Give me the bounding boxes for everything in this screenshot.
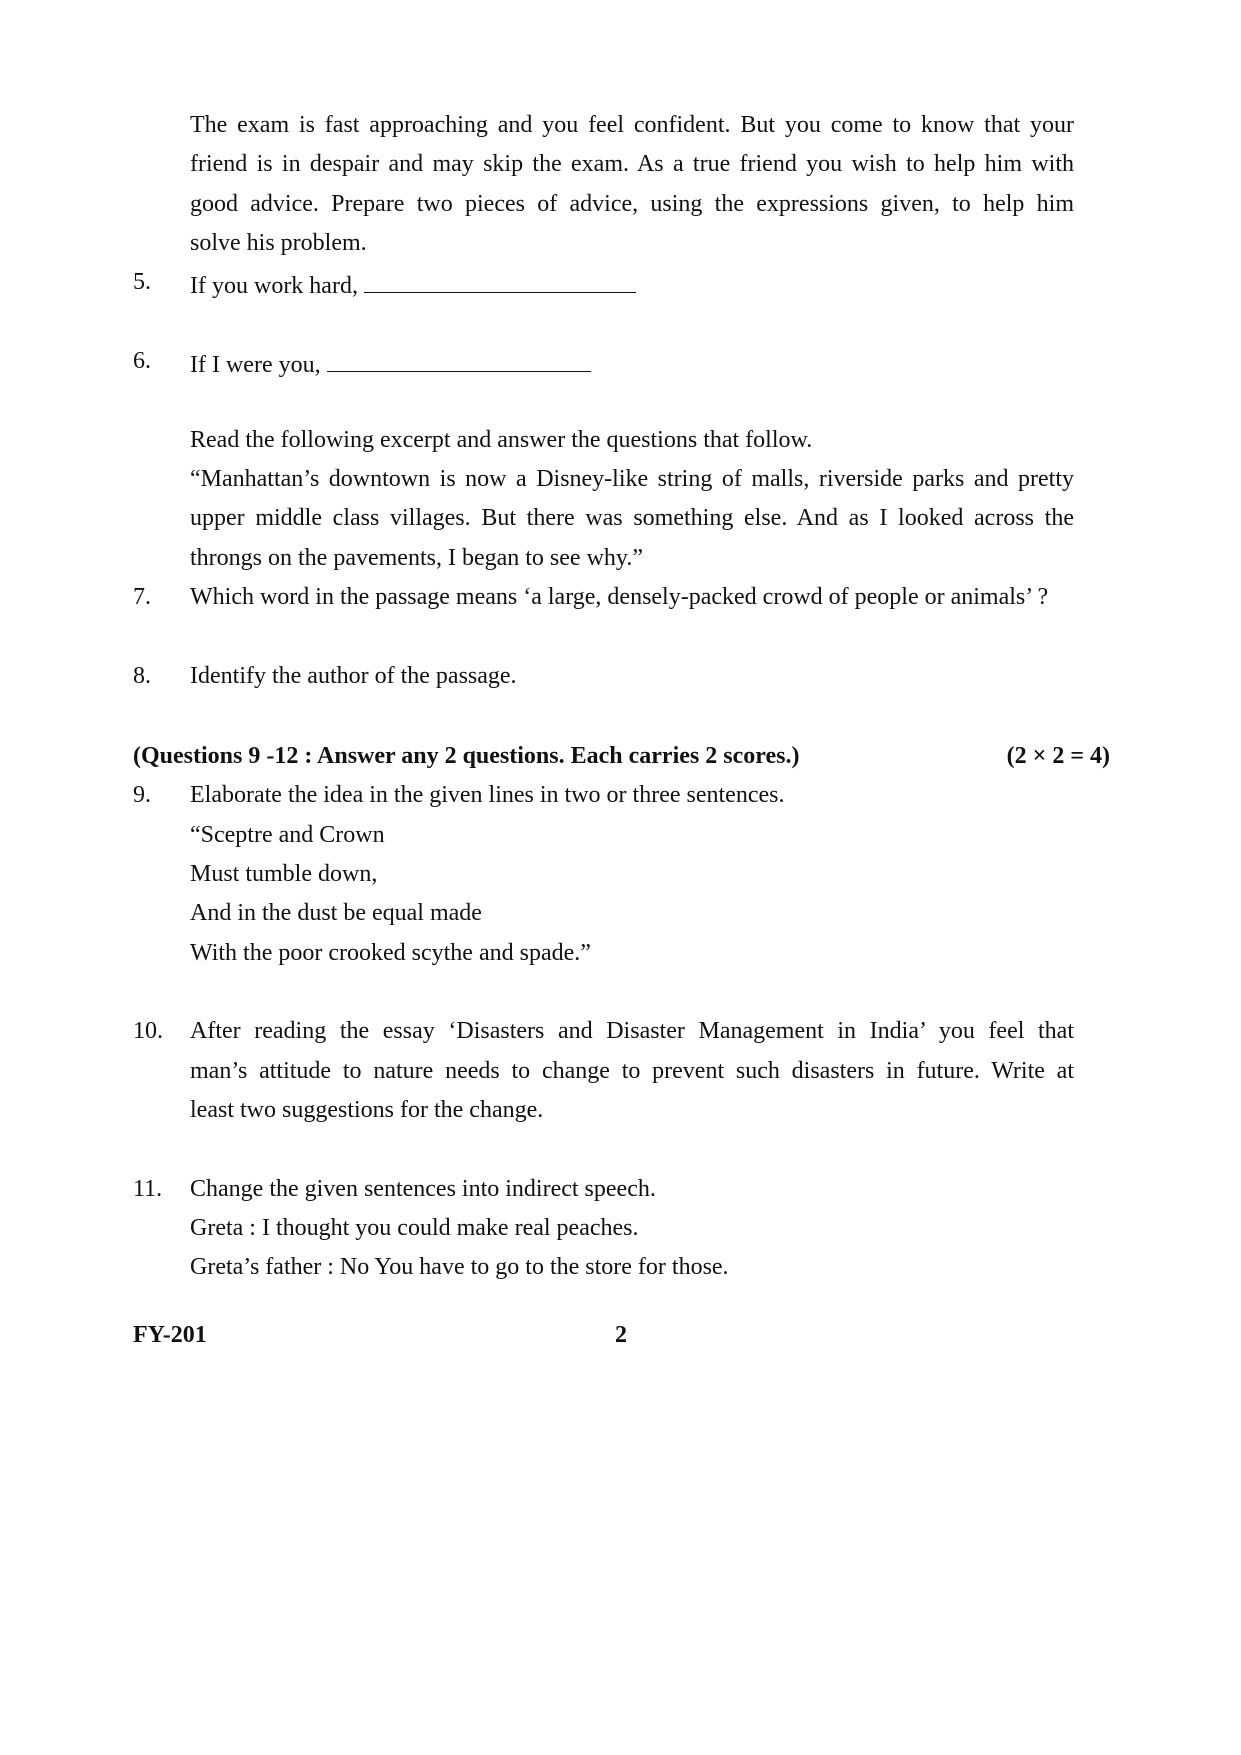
q7-number: 7.: [133, 584, 151, 610]
q11-text: Change the given sentences into indirect speech.: [190, 1176, 656, 1202]
excerpt-line-1: “Manhattan’s downtown is now a Disney-like string of malls, riverside parks and pretty: [190, 467, 1074, 492]
q7-text: Which word in the passage means ‘a large, densely-packed crowd of people or animals’ ?: [190, 584, 1049, 610]
q9-number: 9.: [133, 782, 151, 808]
poem-line-3: And in the dust be equal made: [190, 900, 482, 926]
q10-number: 10.: [133, 1018, 163, 1044]
intro-line-1: The exam is fast approaching and you feel confident. But you come to know that your: [190, 113, 1074, 138]
q11-number: 11.: [133, 1176, 163, 1202]
q10-line-3: least two suggestions for the change.: [190, 1097, 544, 1123]
q5-item: [190, 270, 636, 298]
q8-text: Identify the author of the passage.: [190, 663, 517, 689]
q8-number: 8.: [133, 663, 151, 689]
dialogue-line-2: Greta’s father : No You have to go to the store for those.: [190, 1254, 729, 1280]
excerpt-line-2: upper middle class villages. But there was something else. And as I looked across the: [190, 506, 1074, 531]
q5-text: If you work hard,: [190, 273, 358, 299]
q10-line-2: man’s attitude to nature needs to change to prevent such disasters in future. Write at: [190, 1059, 1074, 1084]
footer-code: FY-201: [133, 1322, 207, 1348]
q6-number: 6.: [133, 348, 151, 374]
footer-page-number: 2: [615, 1322, 627, 1348]
intro-line-4: solve his problem.: [190, 230, 367, 256]
poem-line-2: Must tumble down,: [190, 861, 378, 887]
section-heading: (Questions 9 -12 : Answer any 2 questions. Each carries 2 scores.): [133, 743, 800, 769]
q5-answer-blank[interactable]: [364, 270, 636, 293]
q6-item: [190, 349, 591, 377]
q10-line-1: After reading the essay ‘Disasters and Disaster Management in India’ you feel that: [190, 1019, 1074, 1044]
q5-number: 5.: [133, 269, 151, 295]
q6-answer-blank[interactable]: [327, 349, 591, 372]
excerpt-line-3: throngs on the pavements, I began to see why.”: [190, 545, 643, 571]
section-marks: (2 × 2 = 4): [1006, 743, 1110, 769]
q6-text: If I were you,: [190, 352, 321, 378]
q9-text: Elaborate the idea in the given lines in two or three sentences.: [190, 782, 785, 808]
poem-line-4: With the poor crooked scythe and spade.”: [190, 940, 591, 966]
poem-line-1: “Sceptre and Crown: [190, 822, 385, 848]
excerpt-instruction: Read the following excerpt and answer the questions that follow.: [190, 427, 813, 453]
dialogue-line-1: Greta : I thought you could make real peaches.: [190, 1215, 639, 1241]
intro-line-2: friend is in despair and may skip the exam. As a true friend you wish to help him with: [190, 152, 1074, 177]
intro-line-3: good advice. Prepare two pieces of advice, using the expressions given, to help him: [190, 192, 1074, 217]
